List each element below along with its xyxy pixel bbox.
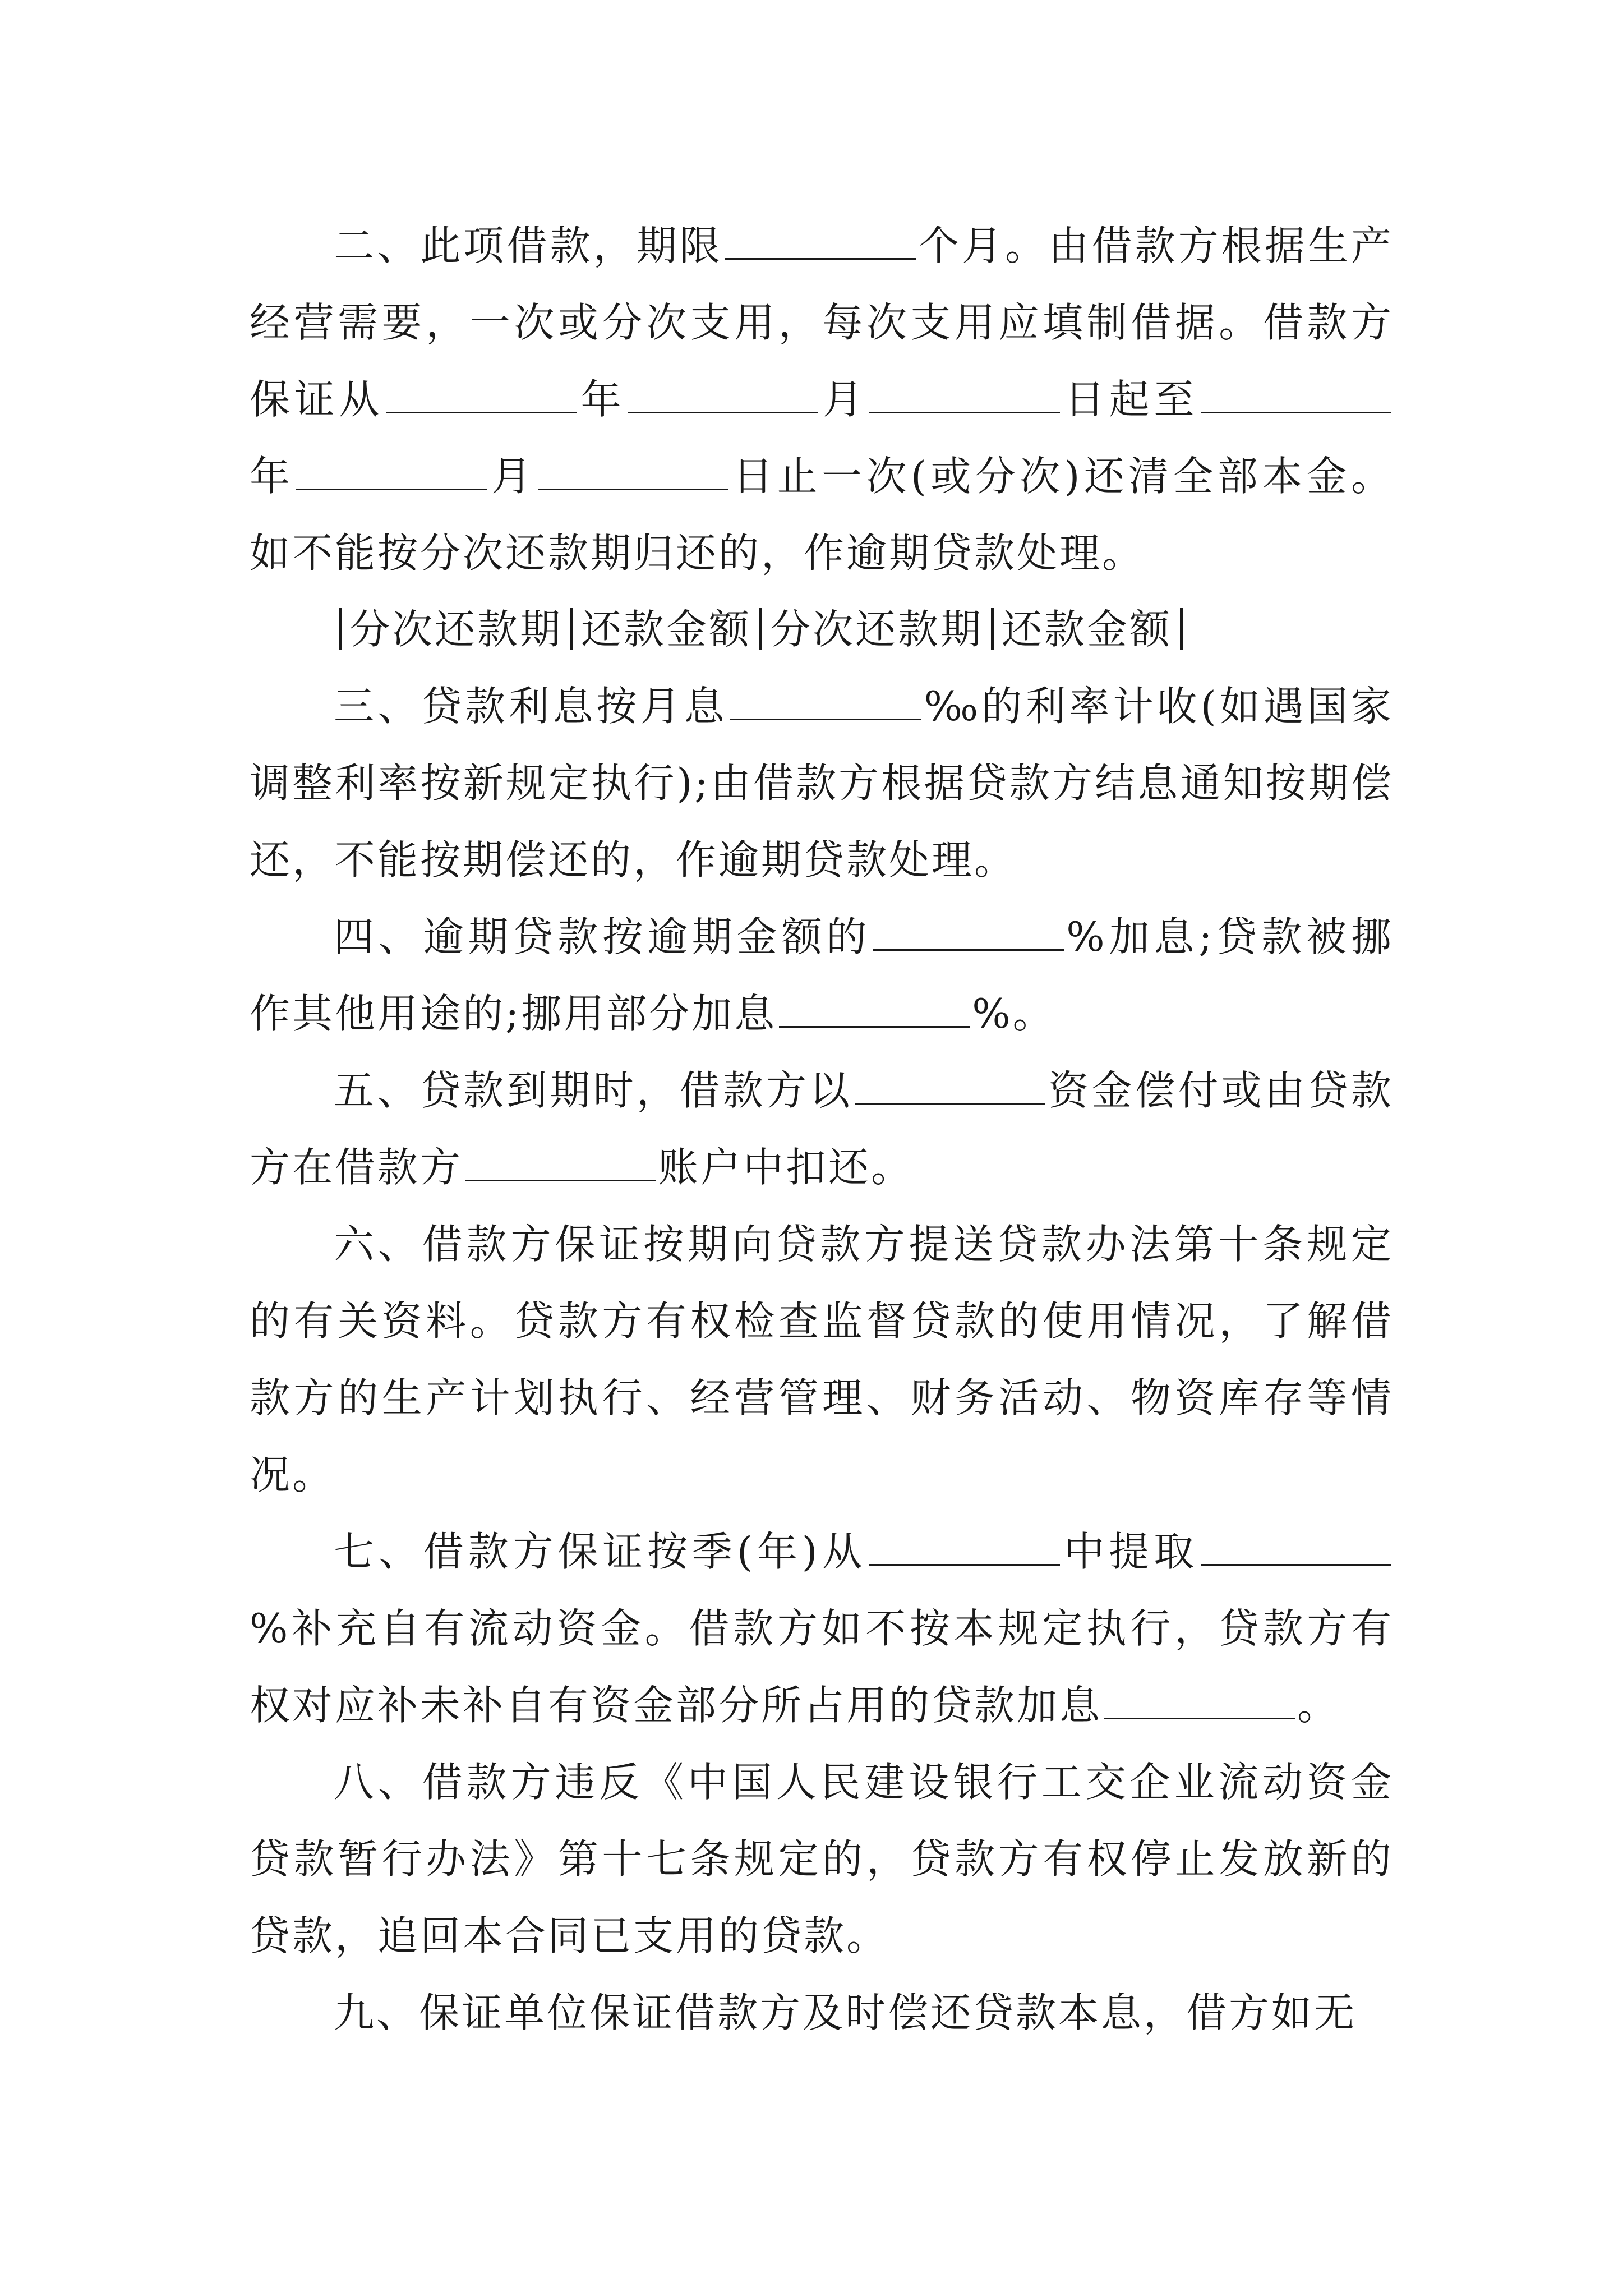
blank-field[interactable]	[869, 1531, 1060, 1566]
blank-field[interactable]	[855, 1070, 1045, 1105]
blank-field[interactable]	[538, 456, 728, 490]
table-divider	[1180, 608, 1183, 650]
blank-field[interactable]	[386, 379, 577, 413]
blank-field[interactable]	[1104, 1685, 1295, 1719]
clause-4: 四、逾期贷款按逾期金额的 %加息;贷款被挪作其他用途的;挪用部分加息 %。	[250, 913, 1394, 1037]
clause-9: 九、保证单位保证借款方及时偿还贷款本息，借方如无	[334, 1989, 1357, 2036]
blank-field[interactable]	[873, 917, 1064, 951]
blank-field[interactable]	[869, 379, 1060, 413]
clause-2: 二、此项借款，期限 个月。由借款方根据生产经营需要，一次或分次支用，每次支用应填制借据。借款方保证从 年 月 日起至年 月 日止一次(或分次)还清全部本金。如不能按分次还款期归还的，作逾期贷款处理。	[250, 222, 1394, 577]
blank-field[interactable]	[779, 993, 970, 1028]
table-header-cell: 分次还款期	[770, 606, 984, 653]
blank-field[interactable]	[725, 226, 916, 260]
clause-7: 七、借款方保证按季(年)从 中提取%补充自有流动资金。借款方如不按本规定执行，贷款方有权对应补未补自有资金部分所占用的贷款加息 。	[250, 1528, 1394, 1729]
clause-3: 三、贷款利息按月息 ‰的利率计收(如遇国家调整利率按新规定执行);由借款方根据贷款方结息通知按期偿还，不能按期偿还的，作逾期贷款处理。	[250, 683, 1394, 884]
table-divider	[991, 608, 994, 650]
table-header-cell: 还款金额	[581, 606, 752, 653]
table-header-cell: 还款金额	[1002, 606, 1173, 653]
blank-field[interactable]	[628, 379, 818, 413]
table-header-cell: 分次还款期	[349, 606, 563, 653]
clause-6: 六、借款方保证按期向贷款方提送贷款办法第十条规定的有关资料。贷款方有权检查监督贷款的使用情况，了解借款方的生产计划执行、经营管理、财务活动、物资库存等情况。	[250, 1221, 1394, 1498]
table-divider	[759, 608, 762, 650]
table-divider	[570, 608, 573, 650]
blank-field[interactable]	[296, 456, 487, 490]
blank-field[interactable]	[1201, 1531, 1391, 1566]
blank-field[interactable]	[465, 1147, 656, 1181]
repayment-table-header	[331, 591, 1191, 668]
blank-field[interactable]	[730, 686, 921, 720]
blank-field[interactable]	[1201, 379, 1391, 413]
clause-5: 五、贷款到期时，借款方以 资金偿付或由贷款方在借款方 账户中扣还。	[250, 1067, 1394, 1191]
table-divider	[339, 608, 342, 650]
clause-8: 八、借款方违反《中国人民建设银行工交企业流动资金贷款暂行办法》第十七条规定的，贷款方有权停止发放新的贷款，追回本合同已支用的贷款。	[250, 1759, 1394, 1959]
